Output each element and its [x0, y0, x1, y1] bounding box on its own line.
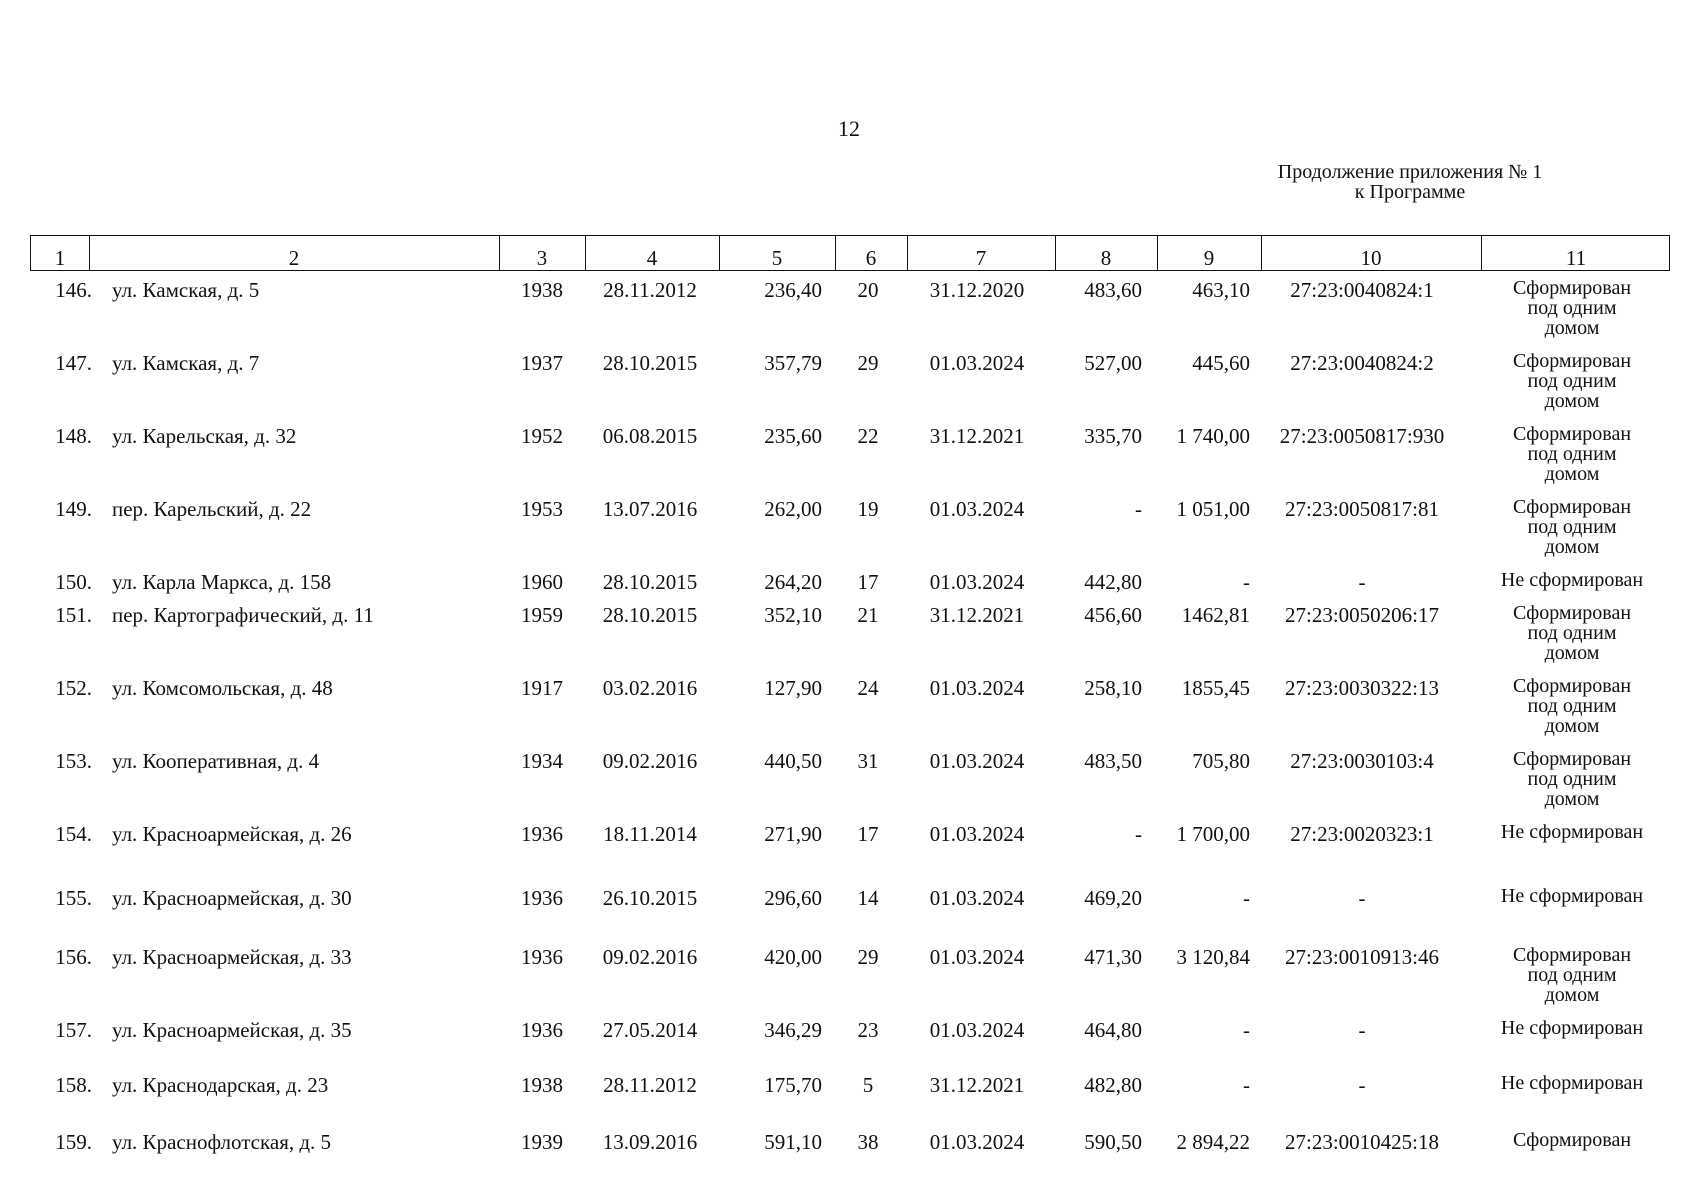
- row-date-2: 01.03.2024: [929, 886, 1025, 910]
- row-status: [1472, 1018, 1672, 1038]
- header-col-8: 8: [1055, 236, 1158, 270]
- row-status-line: домом: [1544, 536, 1600, 558]
- row-area-2: -: [1135, 497, 1142, 521]
- row-residents: 14: [857, 886, 879, 910]
- row-cadastral-number: 27:23:0020323:1: [1290, 822, 1434, 846]
- row-area-2: 456,60: [1084, 603, 1142, 627]
- row-address: ул. Карла Маркса, д. 158: [112, 570, 332, 594]
- row-status: [1472, 570, 1672, 590]
- row-date-1: 18.11.2014: [603, 822, 697, 846]
- row-number: 151.: [55, 603, 92, 627]
- row-cadastral-number: 27:23:0030103:4: [1290, 749, 1434, 773]
- row-status-line: домом: [1544, 984, 1600, 1006]
- row-area-3: 705,80: [1192, 749, 1250, 773]
- row-area-3: 3 120,84: [1176, 945, 1250, 969]
- row-residents: 29: [857, 945, 879, 969]
- row-date-2: 01.03.2024: [929, 1130, 1025, 1154]
- row-year: 1917: [521, 676, 563, 700]
- row-status-line: Сформирован: [1512, 602, 1632, 624]
- row-year: 1936: [521, 945, 563, 969]
- header-col-4: 4: [585, 236, 720, 270]
- row-area-3: 1 740,00: [1176, 424, 1250, 448]
- header-col-2: 2: [89, 236, 500, 270]
- row-cadastral-number: 27:23:0050206:17: [1284, 603, 1439, 627]
- row-year: 1936: [521, 1018, 563, 1042]
- row-status-line: домом: [1544, 390, 1600, 412]
- row-area-1: 352,10: [764, 603, 822, 627]
- row-status-line: домом: [1544, 317, 1600, 339]
- row-area-3: 463,10: [1192, 278, 1250, 302]
- row-year: 1936: [521, 886, 563, 910]
- row-area-1: 420,00: [764, 945, 822, 969]
- row-number: 156.: [55, 945, 92, 969]
- row-number: 157.: [55, 1018, 92, 1042]
- row-date-1: 09.02.2016: [602, 749, 698, 773]
- row-status: [1472, 676, 1672, 736]
- row-residents: 19: [857, 497, 879, 521]
- row-date-2: 01.03.2024: [929, 749, 1025, 773]
- row-date-1: 06.08.2015: [602, 424, 698, 448]
- row-area-1: 357,79: [764, 351, 822, 375]
- row-number: 159.: [55, 1130, 92, 1154]
- row-area-2: 590,50: [1084, 1130, 1142, 1154]
- row-area-2: 482,80: [1084, 1073, 1142, 1097]
- row-status: [1472, 351, 1672, 411]
- row-area-3: -: [1243, 1018, 1250, 1042]
- row-area-3: 1 700,00: [1176, 822, 1250, 846]
- row-address: ул. Краснофлотская, д. 5: [112, 1130, 332, 1154]
- row-status-line: Не сформирован: [1500, 1072, 1644, 1094]
- row-date-1: 13.09.2016: [602, 1130, 698, 1154]
- row-residents: 24: [857, 676, 879, 700]
- row-residents: 31: [857, 749, 879, 773]
- row-address: ул. Красноармейская, д. 26: [112, 822, 352, 846]
- row-status-line: Не сформирован: [1500, 821, 1644, 843]
- row-area-2: 471,30: [1084, 945, 1142, 969]
- row-number: 155.: [55, 886, 92, 910]
- row-date-2: 01.03.2024: [929, 1018, 1025, 1042]
- row-residents: 23: [857, 1018, 879, 1042]
- row-area-2: 527,00: [1084, 351, 1142, 375]
- row-year: 1934: [521, 749, 563, 773]
- row-cadastral-number: 27:23:0050817:81: [1284, 497, 1439, 521]
- row-address: ул. Красноармейская, д. 35: [112, 1018, 352, 1042]
- row-year: 1938: [521, 1073, 563, 1097]
- row-date-2: 01.03.2024: [929, 351, 1025, 375]
- row-status: [1472, 1073, 1672, 1093]
- row-area-2: 483,60: [1084, 278, 1142, 302]
- header-col-6: 6: [835, 236, 908, 270]
- page-number: 12: [838, 116, 860, 141]
- row-status: [1472, 424, 1672, 484]
- row-number: 148.: [55, 424, 92, 448]
- row-date-2: 01.03.2024: [929, 676, 1025, 700]
- row-area-1: 236,40: [764, 278, 822, 302]
- row-date-1: 13.07.2016: [602, 497, 698, 521]
- row-cadastral-number: 27:23:0040824:2: [1290, 351, 1434, 375]
- header-col-5: 5: [719, 236, 836, 270]
- row-cadastral-number: -: [1358, 1018, 1366, 1042]
- row-address: ул. Камская, д. 5: [112, 278, 260, 302]
- row-number: 152.: [55, 676, 92, 700]
- row-number: 146.: [55, 278, 92, 302]
- row-cadastral-number: 27:23:0050817:930: [1279, 424, 1445, 448]
- row-status: [1472, 945, 1672, 1005]
- row-cadastral-number: -: [1358, 886, 1366, 910]
- row-area-3: 1855,45: [1181, 676, 1250, 700]
- row-date-1: 28.10.2015: [602, 603, 698, 627]
- row-status-line: домом: [1544, 788, 1600, 810]
- row-area-2: 258,10: [1084, 676, 1142, 700]
- row-cadastral-number: 27:23:0010425:18: [1284, 1130, 1439, 1154]
- row-status: [1472, 1130, 1672, 1150]
- row-date-2: 31.12.2020: [929, 278, 1025, 302]
- row-cadastral-number: -: [1358, 570, 1366, 594]
- row-date-1: 09.02.2016: [602, 945, 698, 969]
- row-area-1: 440,50: [764, 749, 822, 773]
- row-address: пер. Карельский, д. 22: [112, 497, 312, 521]
- row-address: ул. Красноармейская, д. 30: [112, 886, 352, 910]
- row-status-line: Сформирован: [1512, 675, 1632, 697]
- row-year: 1960: [521, 570, 563, 594]
- row-area-2: 464,80: [1084, 1018, 1142, 1042]
- row-year: 1936: [521, 822, 563, 846]
- row-date-2: 01.03.2024: [929, 570, 1025, 594]
- row-date-1: 28.11.2012: [603, 278, 697, 302]
- row-area-3: -: [1243, 1073, 1250, 1097]
- row-area-3: 1 051,00: [1176, 497, 1250, 521]
- row-area-3: 2 894,22: [1176, 1130, 1250, 1154]
- appendix-caption: [1240, 162, 1580, 202]
- appendix-line-1: Продолжение приложения № 1: [1277, 161, 1543, 183]
- row-status-line: Сформирован: [1512, 944, 1632, 966]
- row-area-1: 271,90: [764, 822, 822, 846]
- row-area-1: 296,60: [764, 886, 822, 910]
- row-address: ул. Камская, д. 7: [112, 351, 260, 375]
- row-status-line: под одним: [1527, 516, 1617, 538]
- row-status: [1472, 749, 1672, 809]
- row-year: 1939: [521, 1130, 563, 1154]
- row-cadastral-number: 27:23:0040824:1: [1290, 278, 1434, 302]
- row-address: ул. Кооперативная, д. 4: [112, 749, 320, 773]
- row-residents: 29: [857, 351, 879, 375]
- row-status-line: под одним: [1527, 622, 1617, 644]
- row-date-1: 03.02.2016: [602, 676, 698, 700]
- row-area-1: 591,10: [764, 1130, 822, 1154]
- table-header: [30, 235, 1670, 271]
- row-area-2: 483,50: [1084, 749, 1142, 773]
- row-area-3: -: [1243, 570, 1250, 594]
- row-status-line: домом: [1544, 715, 1600, 737]
- row-address: ул. Карельская, д. 32: [112, 424, 297, 448]
- header-col-10: 10: [1261, 236, 1482, 270]
- row-area-3: -: [1243, 886, 1250, 910]
- row-address: ул. Красноармейская, д. 33: [112, 945, 352, 969]
- row-year: 1953: [521, 497, 563, 521]
- row-year: 1938: [521, 278, 563, 302]
- row-residents: 5: [862, 1073, 874, 1097]
- header-col-9: 9: [1157, 236, 1262, 270]
- row-area-3: 1462,81: [1181, 603, 1250, 627]
- row-date-2: 31.12.2021: [929, 1073, 1025, 1097]
- header-col-7: 7: [907, 236, 1056, 270]
- row-residents: 17: [857, 822, 879, 846]
- row-status: [1472, 822, 1672, 842]
- row-area-2: 469,20: [1084, 886, 1142, 910]
- row-date-2: 31.12.2021: [929, 424, 1025, 448]
- row-status-line: Сформирован: [1512, 1129, 1632, 1151]
- row-status-line: под одним: [1527, 964, 1617, 986]
- row-area-1: 175,70: [764, 1073, 822, 1097]
- row-number: 153.: [55, 749, 92, 773]
- row-date-2: 31.12.2021: [929, 603, 1025, 627]
- row-address: ул. Краснодарская, д. 23: [112, 1073, 329, 1097]
- row-status-line: под одним: [1527, 370, 1617, 392]
- row-number: 149.: [55, 497, 92, 521]
- row-residents: 21: [857, 603, 879, 627]
- row-status-line: домом: [1544, 642, 1600, 664]
- row-area-1: 264,20: [764, 570, 822, 594]
- row-number: 150.: [55, 570, 92, 594]
- row-status-line: Сформирован: [1512, 423, 1632, 445]
- appendix-line-2: к Программе: [1354, 181, 1466, 203]
- header-col-11: 11: [1565, 246, 1587, 270]
- row-status-line: под одним: [1527, 695, 1617, 717]
- row-cadastral-number: 27:23:0030322:13: [1284, 676, 1439, 700]
- row-number: 158.: [55, 1073, 92, 1097]
- row-area-1: 127,90: [764, 676, 822, 700]
- row-address: ул. Комсомольская, д. 48: [112, 676, 333, 700]
- row-date-1: 26.10.2015: [602, 886, 698, 910]
- row-status-line: под одним: [1527, 443, 1617, 465]
- row-status: [1472, 886, 1672, 906]
- row-residents: 20: [857, 278, 879, 302]
- row-area-1: 346,29: [764, 1018, 822, 1042]
- row-cadastral-number: 27:23:0010913:46: [1284, 945, 1439, 969]
- row-status-line: Не сформирован: [1500, 569, 1644, 591]
- header-col-1: 1: [31, 236, 90, 270]
- row-status: [1472, 603, 1672, 663]
- row-status: [1472, 278, 1672, 338]
- row-year: 1937: [521, 351, 563, 375]
- row-status-line: Сформирован: [1512, 277, 1632, 299]
- row-area-3: 445,60: [1192, 351, 1250, 375]
- row-year: 1952: [521, 424, 563, 448]
- row-date-1: 27.05.2014: [602, 1018, 698, 1042]
- row-status-line: Сформирован: [1512, 496, 1632, 518]
- row-date-1: 28.10.2015: [602, 570, 698, 594]
- row-area-1: 235,60: [764, 424, 822, 448]
- row-date-2: 01.03.2024: [929, 497, 1025, 521]
- row-status: [1472, 497, 1672, 557]
- row-status-line: Сформирован: [1512, 350, 1632, 372]
- row-status-line: Не сформирован: [1500, 885, 1644, 907]
- row-area-2: 442,80: [1084, 570, 1142, 594]
- row-cadastral-number: -: [1358, 1073, 1366, 1097]
- header-col-3: 3: [499, 236, 586, 270]
- row-number: 154.: [55, 822, 92, 846]
- row-date-1: 28.11.2012: [603, 1073, 697, 1097]
- row-address: пер. Картографический, д. 11: [112, 603, 374, 627]
- row-date-2: 01.03.2024: [929, 822, 1025, 846]
- row-residents: 22: [857, 424, 879, 448]
- row-status-line: Не сформирован: [1500, 1017, 1644, 1039]
- row-status-line: под одним: [1527, 768, 1617, 790]
- row-status-line: Сформирован: [1512, 748, 1632, 770]
- row-date-1: 28.10.2015: [602, 351, 698, 375]
- row-residents: 17: [857, 570, 879, 594]
- row-year: 1959: [521, 603, 563, 627]
- row-status-line: домом: [1544, 463, 1600, 485]
- row-number: 147.: [55, 351, 92, 375]
- row-area-1: 262,00: [764, 497, 822, 521]
- row-area-2: 335,70: [1084, 424, 1142, 448]
- row-date-2: 01.03.2024: [929, 945, 1025, 969]
- row-status-line: под одним: [1527, 297, 1617, 319]
- row-area-2: -: [1135, 822, 1142, 846]
- row-residents: 38: [857, 1130, 879, 1154]
